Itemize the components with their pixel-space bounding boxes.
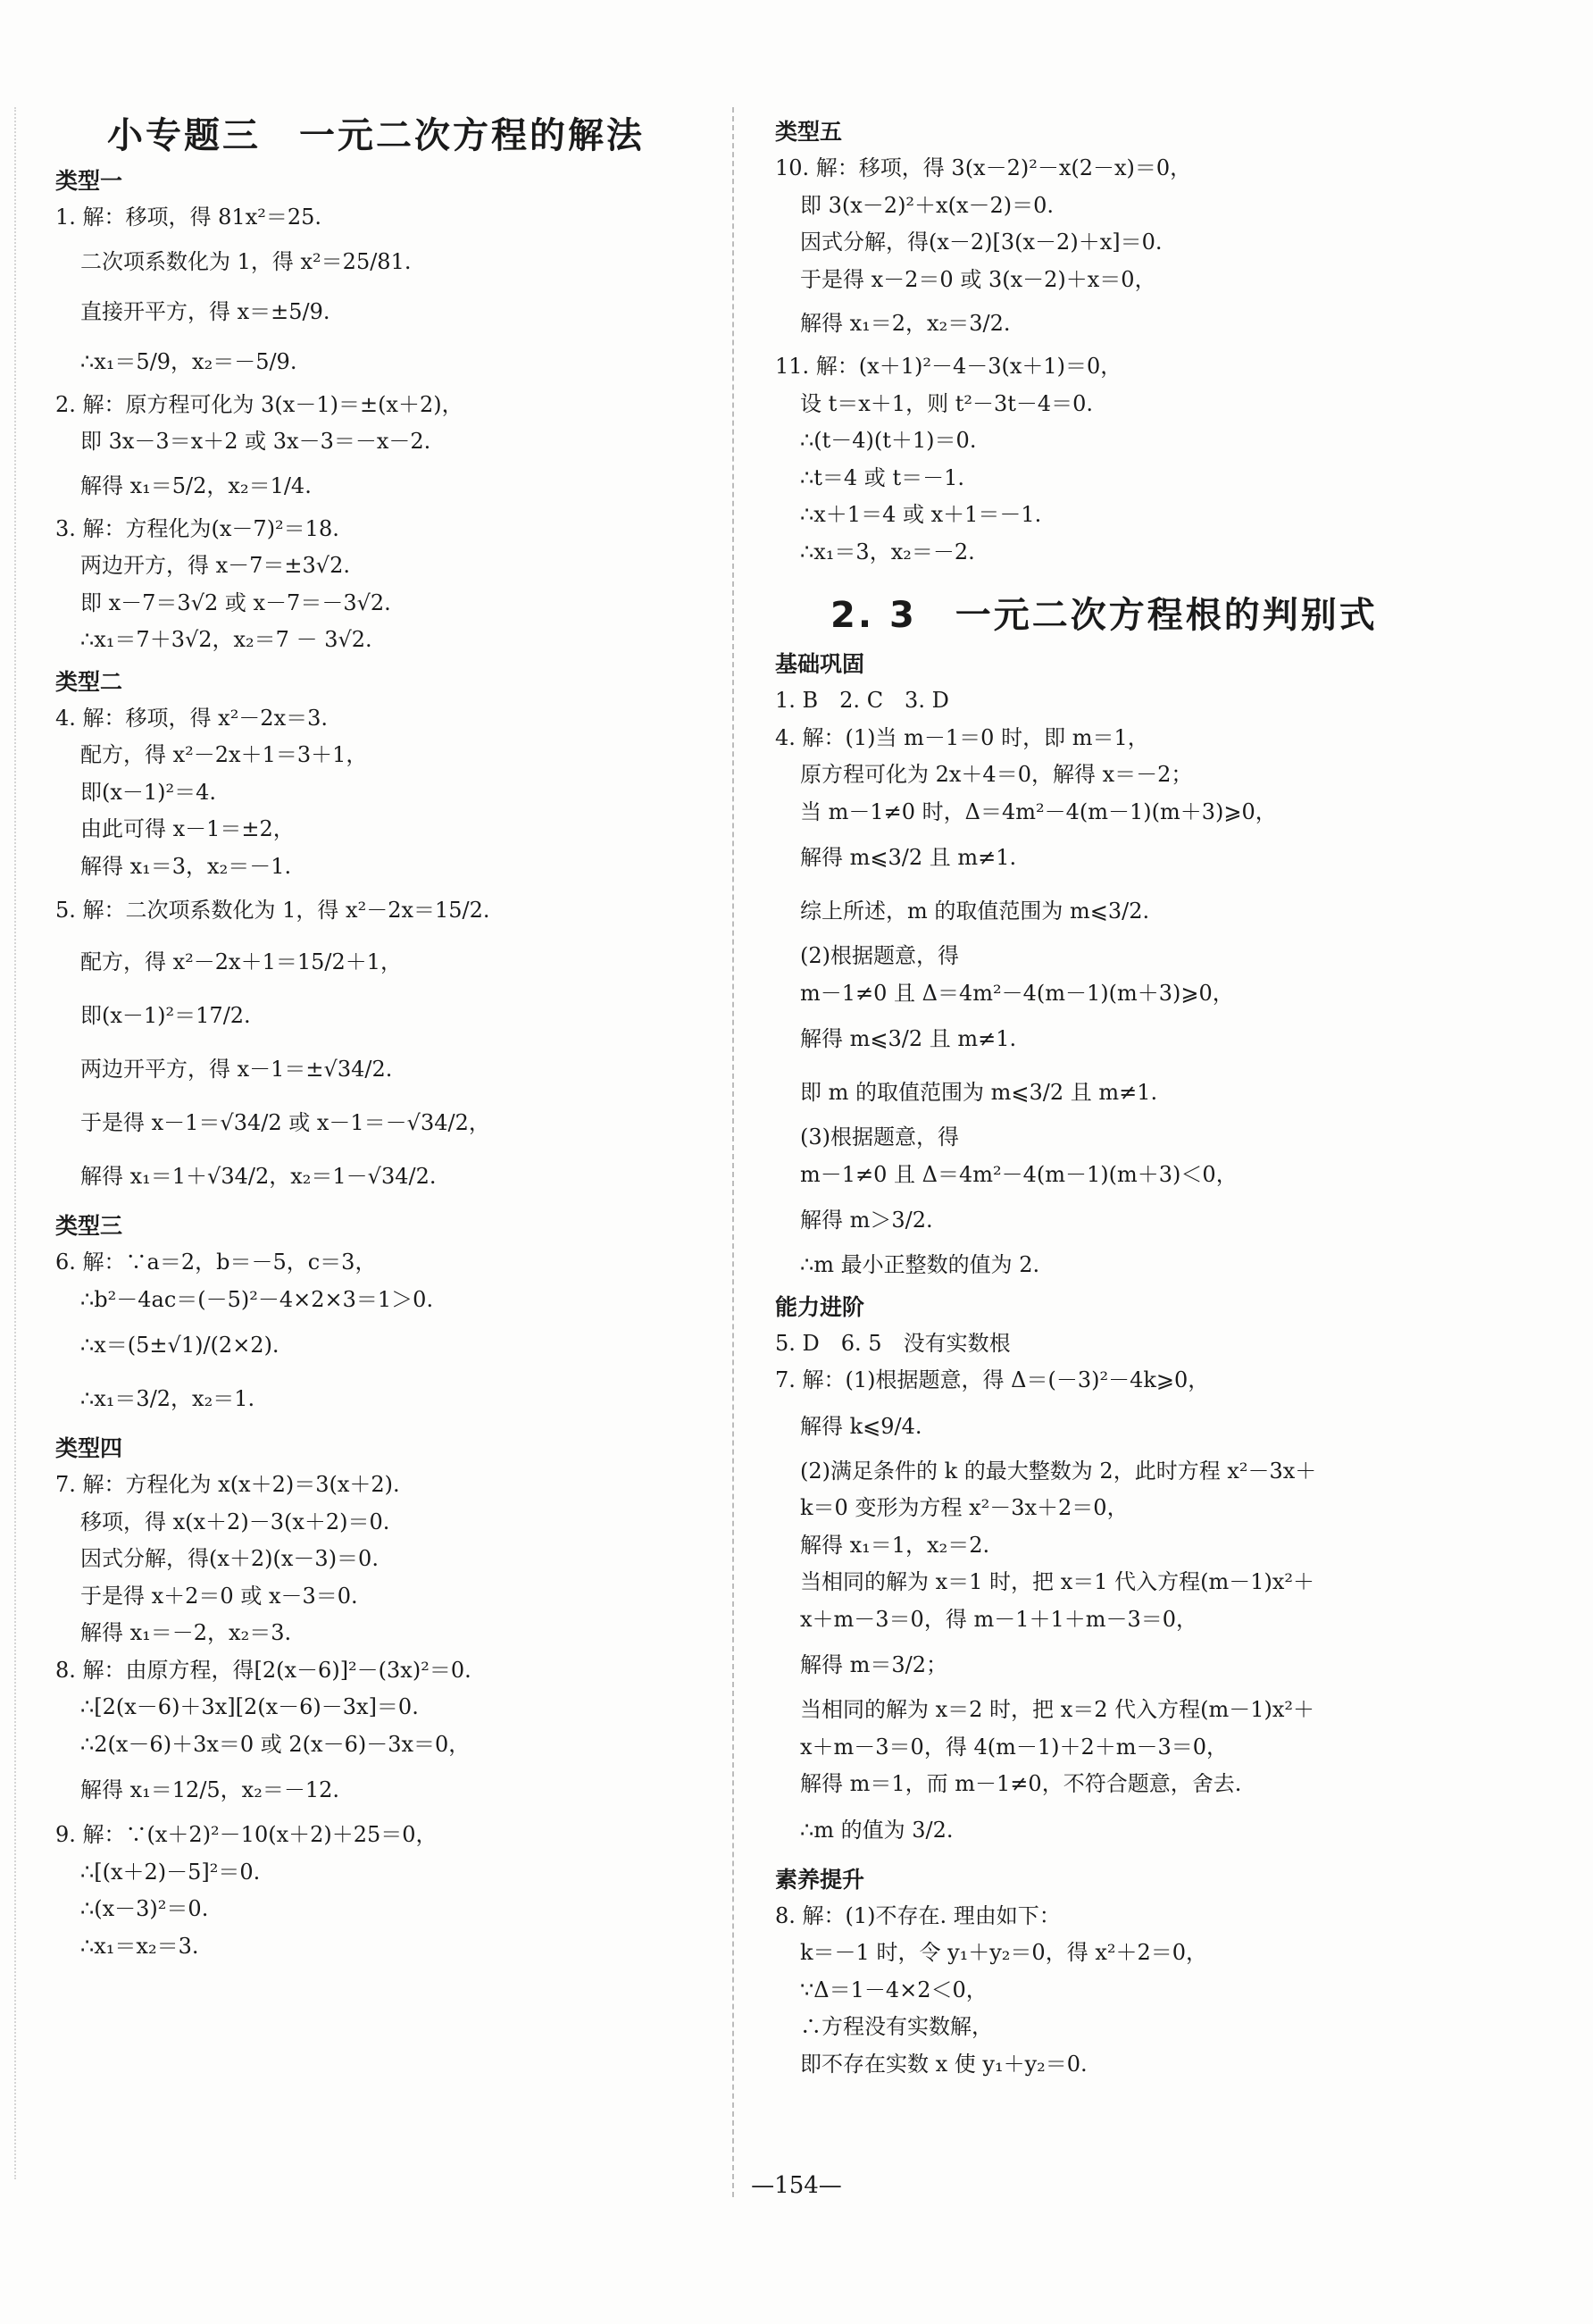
solution-line: 6. 解：∵a＝2，b＝－5，c＝3， — [55, 1250, 377, 1275]
solution-line: 配方，得 x²－2x＋1＝3＋1， — [80, 742, 368, 767]
solution-line: 解得 x₁＝5/2，x₂＝1/4. — [80, 472, 312, 498]
solution-line: 综上所述，m 的取值范围为 m⩽3/2. — [800, 899, 1150, 924]
solution-line: 9. 解：∵(x＋2)²－10(x＋2)＋25＝0， — [55, 1822, 438, 1847]
solution-line: 两边开平方，得 x－1＝±√34/2. — [80, 1057, 393, 1082]
solution-line: ∵Δ＝1－4×2＜0， — [800, 1977, 988, 2002]
solution-line: 8. 解：(1)不存在. 理由如下： — [775, 1902, 1061, 1928]
page-number: —154— — [751, 2172, 842, 2199]
solution-line: 解得 x₁＝1，x₂＝2. — [800, 1532, 990, 1558]
section-heading: 类型四 — [55, 1435, 123, 1461]
solution-line: 设 t＝x＋1，则 t²－3t－4＝0. — [800, 390, 1094, 416]
solution-line: 7. 解：(1)根据题意，得 Δ＝(－3)²－4k⩾0， — [775, 1367, 1210, 1392]
solution-line: ∴t＝4 或 t＝－1. — [800, 464, 964, 490]
solution-line: 5. D 6. 5 没有实数根 — [775, 1330, 1011, 1356]
solution-line: 当 m－1≠0 时，Δ＝4m²－4(m－1)(m＋3)⩾0， — [800, 798, 1277, 824]
solution-line: 解得 x₁＝2，x₂＝3/2. — [800, 311, 1011, 336]
solution-line: 1. 解：移项，得 81x²＝25. — [55, 205, 322, 230]
solution-line: (2)满足条件的 k 的最大整数为 2，此时方程 x²－3x＋ — [800, 1458, 1317, 1484]
solution-line: 当相同的解为 x＝2 时，把 x＝2 代入方程(m－1)x²＋ — [800, 1697, 1315, 1722]
solution-line: 即 x－7＝3√2 或 x－7＝－3√2. — [80, 589, 391, 615]
margin-rule — [14, 107, 16, 2179]
solution-line: 2. 解：原方程可化为 3(x－1)＝±(x＋2)， — [55, 391, 463, 417]
solution-line: 于是得 x＋2＝0 或 x－3＝0. — [80, 1583, 358, 1609]
solution-line: 8. 解：由原方程，得[2(x－6)]²－(3x)²＝0. — [55, 1657, 471, 1683]
solution-line: 解得 m⩽3/2 且 m≠1. — [800, 845, 1017, 870]
section-heading: 类型一 — [55, 168, 123, 194]
solution-line: ∴(x－3)²＝0. — [80, 1896, 209, 1921]
solution-line: ∴x＋1＝4 或 x＋1＝－1. — [800, 502, 1042, 527]
solution-line: 即(x－1)²＝4. — [80, 779, 217, 805]
solution-line: 解得 m⩽3/2 且 m≠1. — [800, 1026, 1017, 1051]
solution-line: 直接开平方，得 x＝±5/9. — [80, 298, 330, 324]
solution-line: ∴2(x－6)＋3x＝0 或 2(x－6)－3x＝0， — [80, 1731, 471, 1757]
section-heading: 类型二 — [55, 668, 123, 695]
solution-line: 10. 解：移项，得 3(x－2)²－x(2－x)＝0， — [775, 155, 1192, 180]
solution-line: ∴x₁＝x₂＝3. — [80, 1933, 199, 1959]
left-body — [55, 163, 716, 1965]
solution-line: 即 3x－3＝x＋2 或 3x－3＝－x－2. — [80, 429, 431, 454]
section-heading: 素养提升 — [775, 1866, 865, 1893]
solution-line: 解得 x₁＝－2，x₂＝3. — [80, 1620, 292, 1645]
solution-line: m－1≠0 且 Δ＝4m²－4(m－1)(m＋3)⩾0， — [800, 980, 1234, 1006]
solution-line: 11. 解：(x＋1)²－4－3(x＋1)＝0， — [775, 354, 1122, 379]
section-heading: 类型三 — [55, 1213, 123, 1239]
solution-line: m－1≠0 且 Δ＝4m²－4(m－1)(m＋3)＜0， — [800, 1161, 1238, 1187]
solution-line: 于是得 x－2＝0 或 3(x－2)＋x＝0， — [800, 266, 1156, 292]
solution-line: ∴x₁＝7＋3√2，x₂＝7 － 3√2. — [80, 627, 372, 652]
solution-line: 3. 解：方程化为(x－7)²＝18. — [55, 515, 339, 541]
solution-line: k＝0 变形为方程 x²－3x＋2＝0， — [800, 1495, 1129, 1520]
solution-line: x＋m－3＝0，得 4(m－1)＋2＋m－3＝0， — [800, 1734, 1229, 1760]
section-heading: 能力进阶 — [775, 1293, 865, 1320]
topic-title: 小专题三 一元二次方程的解法 — [107, 115, 645, 156]
solution-line: 移项，得 x(x＋2)－3(x＋2)＝0. — [80, 1509, 390, 1534]
solution-line: 解得 m＝3/2； — [800, 1652, 948, 1677]
right-body — [775, 647, 1454, 2083]
solution-line: ∴m 最小正整数的值为 2. — [800, 1252, 1040, 1277]
solution-line: (3)根据题意，得 — [800, 1124, 959, 1149]
right-top-body — [775, 114, 1454, 571]
solution-line: ∴m 的值为 3/2. — [800, 1817, 954, 1843]
solution-line: 解得 x₁＝3，x₂＝－1. — [80, 853, 292, 879]
solution-line: 4. 解：(1)当 m－1＝0 时，即 m＝1， — [775, 724, 1149, 750]
solution-line: ∴[2(x－6)＋3x][2(x－6)－3x]＝0. — [80, 1694, 419, 1719]
solution-line: 7. 解：方程化为 x(x＋2)＝3(x＋2). — [55, 1472, 400, 1497]
solution-line: 由此可得 x－1＝±2， — [80, 816, 295, 841]
solution-line: 二次项系数化为 1，得 x²＝25/81. — [80, 248, 412, 274]
solution-line: 解得 m＞3/2. — [800, 1208, 933, 1233]
solution-line: ∴[(x＋2)－5]²＝0. — [80, 1859, 261, 1885]
solution-line: ∴b²－4ac＝(－5)²－4×2×3＝1＞0. — [80, 1286, 434, 1312]
solution-line: ∴x₁＝5/9，x₂＝－5/9. — [80, 348, 297, 374]
section-title: 2. 3 一元二次方程根的判别式 — [830, 595, 1378, 636]
solution-line: 配方，得 x²－2x＋1＝15/2＋1， — [80, 949, 403, 974]
column-divider — [732, 107, 734, 2197]
solution-line: 原方程可化为 2x＋4＝0，解得 x＝－2； — [800, 762, 1193, 787]
solution-line: 因式分解，得(x－2)[3(x－2)＋x]＝0. — [800, 230, 1163, 255]
solution-line: ∴(t－4)(t＋1)＝0. — [800, 428, 977, 453]
solution-line: 即(x－1)²＝17/2. — [80, 1003, 251, 1028]
section-heading: 基础巩固 — [775, 651, 865, 677]
solution-line: 4. 解：移项，得 x²－2x＝3. — [55, 705, 329, 731]
solution-line: 解得 m＝1，而 m－1≠0，不符合题意，舍去. — [800, 1771, 1242, 1796]
solution-line: k＝－1 时，令 y₁＋y₂＝0，得 x²＋2＝0， — [800, 1940, 1208, 1965]
solution-line: ∴方程没有实数解， — [800, 2014, 993, 2039]
solution-line: x＋m－3＝0，得 m－1＋1＋m－3＝0， — [800, 1606, 1198, 1632]
solution-line: ∴x₁＝3，x₂＝－2. — [800, 539, 975, 564]
solution-line: 两边开方，得 x－7＝±3√2. — [80, 553, 351, 578]
solution-line: 1. B 2. C 3. D — [775, 688, 949, 713]
solution-line: 即 m 的取值范围为 m⩽3/2 且 m≠1. — [800, 1080, 1158, 1105]
right-column — [775, 109, 1454, 2083]
solution-line: 解得 k⩽9/4. — [800, 1413, 922, 1439]
solution-line: 因式分解，得(x＋2)(x－3)＝0. — [80, 1546, 379, 1571]
solution-line: 5. 解：二次项系数化为 1，得 x²－2x＝15/2. — [55, 898, 490, 923]
left-column — [55, 107, 716, 1965]
solution-line: ∴x₁＝3/2，x₂＝1. — [80, 1386, 255, 1411]
solution-line: 于是得 x－1＝√34/2 或 x－1＝－√34/2， — [80, 1110, 490, 1135]
solution-line: ∴x＝(5±√1)/(2×2). — [80, 1333, 279, 1358]
solution-line: 即不存在实数 x 使 y₁＋y₂＝0. — [800, 2051, 1088, 2077]
solution-line: 即 3(x－2)²＋x(x－2)＝0. — [800, 192, 1055, 218]
section-heading: 类型五 — [775, 119, 843, 145]
solution-line: 解得 x₁＝1＋√34/2，x₂＝1－√34/2. — [80, 1164, 437, 1189]
solution-line: 当相同的解为 x＝1 时，把 x＝1 代入方程(m－1)x²＋ — [800, 1569, 1315, 1594]
solution-line: 解得 x₁＝12/5，x₂＝－12. — [80, 1777, 340, 1802]
solution-line: (2)根据题意，得 — [800, 943, 959, 968]
